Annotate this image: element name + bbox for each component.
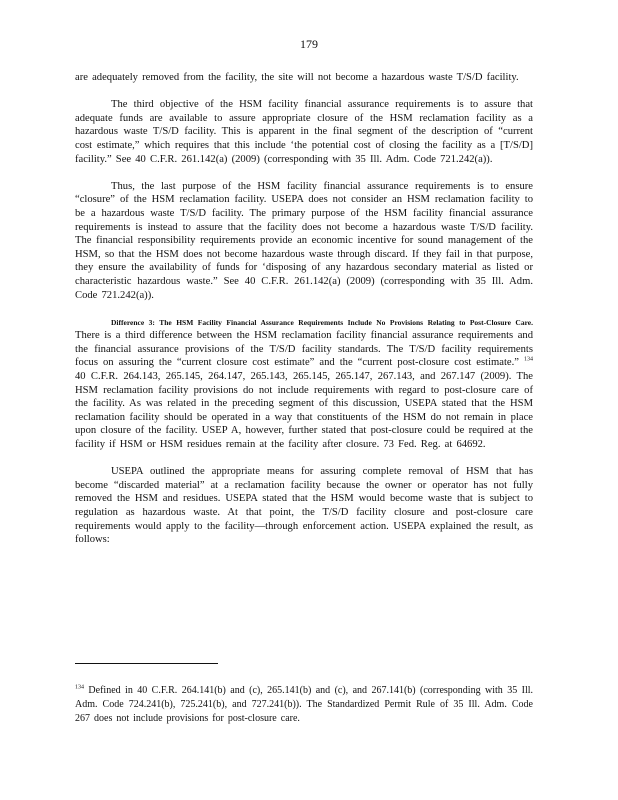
footnote-marker: 134 xyxy=(75,684,84,691)
footnote-divider xyxy=(75,663,218,664)
paragraph-4-text-b: 40 C.F.R. 264.143, 265.145, 264.147, 265.143, 265.145, 265.147, 267.143, and 267.147 (2009). The HSM reclamation facility provisions do not include requirements with regard to post-closure care of the facility. As was related in the preceding segment of this discussion, USEPA stated that the HSM reclamation facility should be operated in a way that constituents of the HSM do not remain in place upon closure of the facility. USEP A, however, further stated that post-closure could be required at the facility if HSM or HSM residues remain at the facility after closure. 73 Fed. Reg. at 64692. xyxy=(75,371,533,451)
footnote-reference: 134 xyxy=(524,356,533,363)
paragraph-1: are adequately removed from the facility, the site will not become a hazardous waste T/S/D facility. xyxy=(75,72,519,83)
footnote-text: Defined in 40 C.F.R. 264.141(b) and (c), 265.141(b) and (c), and 267.141(b) (corresponding with 35 Ill. Adm. Code 724.241(b), 725.241(b), and 727.241(b)). The Standardized Permit Rule of 35 Ill. Adm. Code 267 does not include provisions for post-closure care. xyxy=(75,685,534,724)
paragraph-4 xyxy=(75,316,533,452)
paragraph-4-text-a: There is a third difference between the HSM reclamation facility financial assurance requirements and the financial assurance provisions of the T/S/D facility standards. The T/S/D facility requirements focus on assuring the “current closure cost estimate” and the “current post-closure cost estimate.” xyxy=(75,330,533,369)
footnote-text-line xyxy=(75,684,533,726)
page-number: 179 xyxy=(300,37,318,51)
paragraph-5: USEPA outlined the appropriate means for assuring complete removal of HSM that has become “discarded material” at a reclamation facility because the owner or operator has not fully removed the HSM and residues. USEPA stated that the HSM would become waste that is subject to regulation as hazardous waste. At that point, the T/S/D facility closure and post-closure care requirements would apply to the facility—through enforcement action. USEPA explained the result, as follows: xyxy=(75,466,533,546)
section-heading: Difference 3: The HSM Facility Financial Assurance Requirements Include No Provisions Relating to Post-Closure Care. xyxy=(111,317,533,327)
body-text xyxy=(75,71,533,560)
footnote xyxy=(75,684,533,726)
paragraph-2: The third objective of the HSM facility financial assurance requirements is to assure that adequate funds are available to assure appropriate closure of the HSM reclamation facility as a hazardous waste T/S/D facility. This is apparent in the final segment of the description of “current cost estimate,” which requires that this include ‘the potential cost of closing the facility as a [T/S/D] facility.” See 40 C.F.R. 261.142(a) (2009) (corresponding with 35 Ill. Adm. Code 721.242(a)). xyxy=(75,99,533,165)
paragraph-3: Thus, the last purpose of the HSM facility financial assurance requirements is to ensure “closure” of the HSM reclamation facility. USEPA does not consider an HSM reclamation facility to be a hazardous waste T/S/D facility. The primary purpose of the HSM facility financial assurance requirements is instead to assure that the facility does not become a hazardous waste T/S/D facility. The financial responsibility requirements provide an economic incentive for sound management of the HSM, so that the HSM does not become hazardous waste through discard. If they fail in that purpose, they ensure the availability of funds for ‘disposing of any hazardous secondary material as listed or characteristic hazardous waste.” See 40 C.F.R. 261.142(a) (2009) (corresponding with 35 Ill. Adm. Code 721.242(a)). xyxy=(75,180,533,301)
